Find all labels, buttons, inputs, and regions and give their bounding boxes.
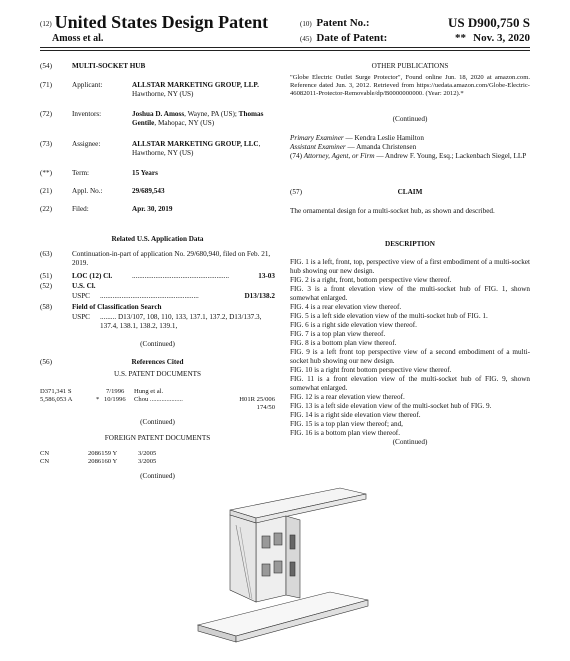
inventor-2-location: , Mahopac, NY (US) <box>154 119 215 127</box>
doc-date: 7/1996 <box>106 388 125 395</box>
description-line: FIG. 12 is a rear elevation view thereof. <box>290 393 405 401</box>
other-pub-text: "Globe Electric Outlet Surge Protector", Found online Jun. 18, 2020 at amazon.com. Reference dated Jun. 3, 2012. Retrieved from https://uedata.amazon.com/Globe-Electric-46082011-Protector-Removable/dp/B0000000000. (Year: 2012).* <box>290 74 530 97</box>
field-code: (63) <box>40 250 52 258</box>
description-line: FIG. 7 is a top plan view thereof. <box>290 330 386 338</box>
doc-country: CN <box>40 458 50 465</box>
attorney-line <box>290 152 530 161</box>
claim-text: The ornamental design for a multi-socket hub, as shown and described. <box>290 207 495 215</box>
attorney-code: (74) <box>290 152 302 160</box>
patent-header-title <box>40 12 268 33</box>
uspc-value: D13/138.2 <box>244 292 275 300</box>
primary-examiner: — Kendra Leslie Hamilton <box>345 134 424 142</box>
field-code: (73) <box>40 140 52 148</box>
date-line <box>300 32 530 44</box>
primary-examiner-label: Primary Examiner <box>290 134 344 142</box>
assistant-examiner: — Amanda Christensen <box>347 143 417 151</box>
search-classes: ......... D13/107, 108, 110, 133, 137.1, 137.2, D13/137.3, 137.4, 138.1, 138.2, 139.1, <box>100 313 262 330</box>
field-label: Appl. No.: <box>72 187 103 195</box>
continued-1: (Continued) <box>140 340 175 348</box>
assignee-name: ALLSTAR MARKETING GROUP, LLC <box>132 140 259 148</box>
field-label: Assignee: <box>72 140 101 148</box>
us-docs-title: U.S. PATENT DOCUMENTS <box>113 370 202 378</box>
description-line: FIG. 2 is a right, front, bottom perspective view thereof. <box>290 276 452 284</box>
appl-no-value: 29/689,543 <box>132 187 165 195</box>
description-line: FIG. 10 is a right front bottom perspective view thereof. <box>290 366 452 374</box>
inventor-1: Joshua D. Amoss <box>132 110 185 118</box>
term-value: 15 Years <box>132 169 158 177</box>
assistant-examiner-label: Assistant Examiner <box>290 143 346 151</box>
claim-title: CLAIM <box>397 188 423 196</box>
left-column <box>40 62 275 482</box>
socket-2 <box>274 533 282 545</box>
inventor-1-location: , Wayne, PA (US); <box>184 110 237 118</box>
side-socket-2 <box>290 562 295 576</box>
field-label: LOC (12) Cl. <box>72 272 113 280</box>
field-label: Inventors: <box>72 110 102 118</box>
code-45: (45) <box>300 35 312 43</box>
field-label: USPC <box>72 292 90 300</box>
primary-examiner-line <box>290 134 530 143</box>
patent-figure-multi-socket-hub <box>190 480 380 661</box>
doc-class: 174/50 <box>256 404 275 411</box>
description-line: FIG. 6 is a right side elevation view thereof. <box>290 321 417 329</box>
description-line: FIG. 13 is a left side elevation view of the multi-socket hub of FIG. 9. <box>290 402 492 410</box>
description-line: FIG. 16 is a bottom plan view thereof. <box>290 429 400 437</box>
continued-pub: (Continued) <box>392 115 428 123</box>
socket-3 <box>262 564 270 576</box>
hub-column-side <box>286 516 300 598</box>
applicant-name: ALLSTAR MARKETING GROUP, LLP. <box>132 81 259 89</box>
leader-dots: ....................................................... <box>100 292 199 300</box>
related-title: Related U.S. Application Data <box>111 235 204 243</box>
field-code: (71) <box>40 81 52 89</box>
patent-number: US D900,750 S <box>448 15 530 30</box>
attorney-label: Attorney, Agent, or Firm <box>303 152 375 160</box>
code-12: (12) <box>40 19 52 28</box>
doc-star: * <box>96 396 100 403</box>
doc-date: 3/2005 <box>138 458 157 465</box>
description-title: DESCRIPTION <box>385 240 435 248</box>
loc-class-value: 13-03 <box>258 272 275 280</box>
assistant-examiner-line <box>290 143 530 152</box>
assignee-location: , Hawthorne, NY (US) <box>132 140 261 157</box>
description-line: FIG. 15 is a top plan view thereof; and, <box>290 420 403 428</box>
field-code: (22) <box>40 205 52 213</box>
description-body <box>290 258 530 447</box>
header-rule-top <box>40 47 530 48</box>
patent-type-title: United States Design Patent <box>54 12 269 32</box>
continued-desc: (Continued) <box>392 438 428 446</box>
filed-value: Apr. 30, 2019 <box>132 205 173 213</box>
claim-header <box>290 188 530 197</box>
claim-code: (57) <box>290 188 302 196</box>
field-code: (**) <box>40 169 52 177</box>
field-label: Applicant: <box>72 81 103 89</box>
field-code: (72) <box>40 110 52 118</box>
description-line: FIG. 8 is a bottom plan view thereof. <box>290 339 397 347</box>
inventors-short: Amoss et al. <box>52 33 104 44</box>
description-line: FIG. 11 is a front elevation view of the multi-socket hub of FIG. 9, shown somewhat enlarged. <box>290 375 530 392</box>
attorney: — Andrew F. Young, Esq.; Lackenbach Siegel, LLP <box>376 152 527 160</box>
doc-name: Chou .................... <box>134 396 183 403</box>
doc-number: 2086159 Y <box>88 450 118 457</box>
doc-name: Hung et al. <box>134 388 164 395</box>
doc-number: D371,341 S <box>40 388 72 395</box>
socket-4 <box>274 561 282 573</box>
doc-date: 10/1996 <box>104 396 126 403</box>
leader-dots: ...................................................... <box>132 272 230 280</box>
other-pub-title: OTHER PUBLICATIONS <box>371 62 449 70</box>
field-code: (58) <box>40 303 52 311</box>
description-line: FIG. 9 is a left front top perspective view of a second embodiment of a multi-socket hub showing our new design. <box>290 348 530 365</box>
header-rule-bottom <box>40 50 530 51</box>
doc-number: 2086160 Y <box>88 458 118 465</box>
right-column <box>290 62 530 482</box>
patent-number-line <box>300 17 530 29</box>
field-label: Term: <box>72 169 90 177</box>
field-code: (54) <box>40 62 52 70</box>
doc-class: H01R 25/006 <box>239 396 275 403</box>
continued-3: (Continued) <box>140 472 175 480</box>
description-line: FIG. 3 is a front elevation view of the multi-socket hub of FIG. 1, shown somewhat enlarged. <box>290 285 530 302</box>
side-socket-1 <box>290 535 295 549</box>
continued-2: (Continued) <box>140 418 175 426</box>
code-10: (10) <box>300 20 312 28</box>
continuation-text: Continuation-in-part of application No. 29/680,940, filed on Feb. 21, 2019. <box>72 250 271 267</box>
field-code: (21) <box>40 187 52 195</box>
field-label: Filed: <box>72 205 89 213</box>
inventor-2: Thomas Gentile <box>132 110 264 127</box>
hub-column-front <box>256 516 286 602</box>
term-stars: ** <box>455 32 466 44</box>
patent-no-label: Patent No.: <box>316 17 370 29</box>
doc-country: CN <box>40 450 50 457</box>
description-line: FIG. 4 is a rear elevation view thereof. <box>290 303 402 311</box>
hub-side-panel <box>230 515 256 602</box>
description-line: FIG. 1 is a left, front, top, perspective view of a first embodiment of a multi-socket hub showing our new design. <box>290 258 530 275</box>
field-code: (56) <box>40 358 52 366</box>
field-code: (52) <box>40 282 52 290</box>
field-title: MULTI-SOCKET HUB <box>72 62 146 70</box>
doc-number: 5,586,053 A <box>40 396 73 403</box>
description-line: FIG. 5 is a left side elevation view of the multi-socket hub of FIG. 1. <box>290 312 488 320</box>
field-label: USPC <box>72 313 90 321</box>
doc-date: 3/2005 <box>138 450 157 457</box>
applicant-location: Hawthorne, NY (US) <box>132 90 194 98</box>
patent-date: Nov. 3, 2020 <box>473 32 530 44</box>
references-title: References Cited <box>131 358 184 366</box>
foreign-docs-title: FOREIGN PATENT DOCUMENTS <box>104 434 211 442</box>
socket-1 <box>262 536 270 548</box>
field-code: (51) <box>40 272 52 280</box>
date-label: Date of Patent: <box>316 32 388 44</box>
field-label: Field of Classification Search <box>72 303 162 311</box>
description-line: FIG. 14 is a right side elevation view thereof. <box>290 411 421 419</box>
field-label: U.S. Cl. <box>72 282 96 290</box>
